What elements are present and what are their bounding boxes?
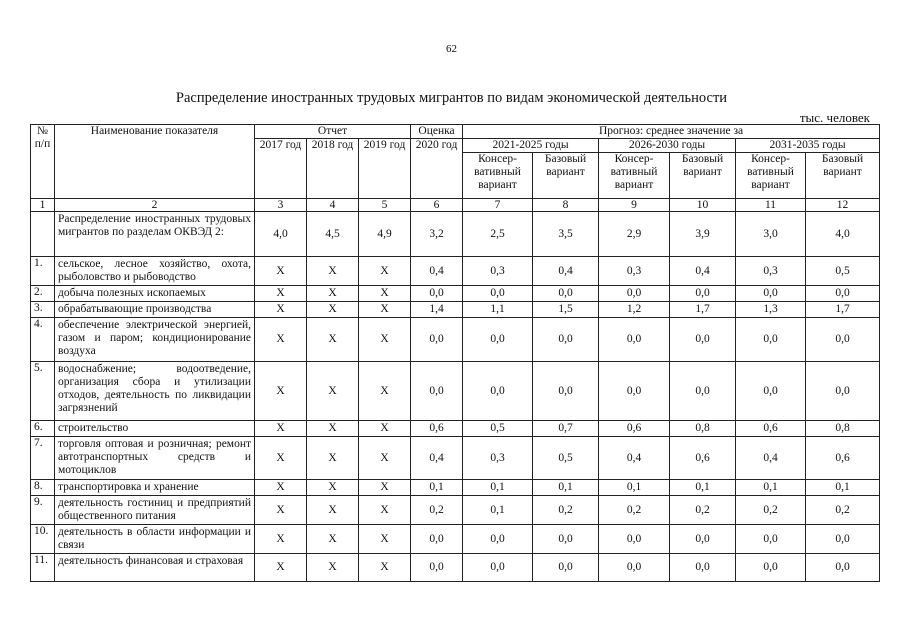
column-number: 12	[806, 199, 880, 212]
value-cell: 0,6	[806, 437, 880, 480]
row-number: 11.	[31, 554, 55, 582]
value-cell: 0,0	[463, 286, 533, 302]
value-cell: 1,7	[806, 302, 880, 318]
row-number: 9.	[31, 496, 55, 525]
header-base: Базовый вариант	[533, 153, 599, 199]
row-number: 8.	[31, 480, 55, 496]
value-cell: X	[307, 480, 359, 496]
value-cell: 1,1	[463, 302, 533, 318]
value-cell: 0,0	[411, 362, 463, 421]
column-number: 2	[55, 199, 255, 212]
column-number: 9	[599, 199, 670, 212]
value-cell: 0,0	[806, 525, 880, 554]
value-cell: 0,1	[533, 480, 599, 496]
table-row	[31, 212, 880, 257]
value-cell: X	[255, 554, 307, 582]
value-cell: 2,5	[463, 212, 533, 257]
column-number-row	[31, 199, 880, 212]
value-cell: 1,4	[411, 302, 463, 318]
indicator-name: строительство	[55, 421, 255, 437]
header-estimate: Оценка	[411, 125, 463, 139]
row-number	[31, 212, 55, 257]
value-cell: 0,0	[463, 525, 533, 554]
value-cell: X	[359, 286, 411, 302]
value-cell: 0,7	[533, 421, 599, 437]
value-cell: 0,0	[670, 554, 736, 582]
table-row	[31, 257, 880, 286]
value-cell: 0,0	[736, 554, 806, 582]
indicator-name: деятельность гостиниц и предприятий общественного питания	[55, 496, 255, 525]
value-cell: X	[307, 257, 359, 286]
value-cell: 0,1	[670, 480, 736, 496]
indicator-name: добыча полезных ископаемых	[55, 286, 255, 302]
row-number: 4.	[31, 318, 55, 362]
value-cell: 0,0	[599, 525, 670, 554]
indicator-name: сельское, лесное хозяйство, охота, рыболовство и рыбоводство	[55, 257, 255, 286]
value-cell: 0,2	[806, 496, 880, 525]
value-cell: 0,3	[463, 437, 533, 480]
value-cell: X	[359, 421, 411, 437]
header-conservative: Консер-вативный вариант	[736, 153, 806, 199]
value-cell: 3,9	[670, 212, 736, 257]
data-table	[30, 124, 880, 582]
value-cell: X	[359, 554, 411, 582]
value-cell: X	[307, 318, 359, 362]
column-number: 6	[411, 199, 463, 212]
value-cell: 0,1	[599, 480, 670, 496]
table-row	[31, 318, 880, 362]
value-cell: 0,0	[533, 318, 599, 362]
value-cell: 3,0	[736, 212, 806, 257]
value-cell: 0,0	[599, 286, 670, 302]
value-cell: 0,0	[736, 525, 806, 554]
value-cell: X	[359, 362, 411, 421]
value-cell: 0,2	[736, 496, 806, 525]
unit-label: тыс. человек	[799, 110, 870, 125]
column-number: 7	[463, 199, 533, 212]
table-row	[31, 496, 880, 525]
value-cell: 1,3	[736, 302, 806, 318]
row-number: 10.	[31, 525, 55, 554]
value-cell: 0,5	[533, 437, 599, 480]
value-cell: 4,9	[359, 212, 411, 257]
value-cell: X	[255, 286, 307, 302]
value-cell: X	[255, 525, 307, 554]
value-cell: 1,5	[533, 302, 599, 318]
value-cell: 3,5	[533, 212, 599, 257]
indicator-name: обеспечение электрической энергией, газом и паром; кондиционирование воздуха	[55, 318, 255, 362]
value-cell: 4,0	[806, 212, 880, 257]
column-number: 11	[736, 199, 806, 212]
value-cell: 0,6	[670, 437, 736, 480]
value-cell: 0,4	[411, 257, 463, 286]
header-report: Отчет	[255, 125, 411, 139]
value-cell: 0,5	[463, 421, 533, 437]
value-cell: 3,2	[411, 212, 463, 257]
value-cell: X	[359, 257, 411, 286]
indicator-name: водоснабжение; водоотведение, организация сбора и утилизации отходов, деятельность по ликвидации загрязнений	[55, 362, 255, 421]
header-period-2031-2035: 2031-2035 годы	[736, 139, 880, 153]
value-cell: 0,0	[670, 525, 736, 554]
value-cell: 0,1	[806, 480, 880, 496]
value-cell: 0,0	[806, 286, 880, 302]
header-base: Базовый вариант	[670, 153, 736, 199]
header-2018: 2018 год	[307, 139, 359, 199]
indicator-name: деятельность финансовая и страховая	[55, 554, 255, 582]
header-2017: 2017 год	[255, 139, 307, 199]
header-period-2026-2030: 2026-2030 годы	[599, 139, 736, 153]
value-cell: 0,6	[599, 421, 670, 437]
header-2019: 2019 год	[359, 139, 411, 199]
value-cell: 0,0	[411, 554, 463, 582]
value-cell: 0,6	[411, 421, 463, 437]
value-cell: 0,0	[736, 318, 806, 362]
value-cell: X	[359, 480, 411, 496]
value-cell: 1,7	[670, 302, 736, 318]
row-number: 6.	[31, 421, 55, 437]
value-cell: X	[307, 437, 359, 480]
value-cell: 0,2	[533, 496, 599, 525]
value-cell: X	[255, 362, 307, 421]
value-cell: X	[307, 286, 359, 302]
column-number: 10	[670, 199, 736, 212]
value-cell: 4,5	[307, 212, 359, 257]
value-cell: 0,3	[736, 257, 806, 286]
table-row	[31, 286, 880, 302]
indicator-name: торговля оптовая и розничная; ремонт автотранспортных средств и мотоциклов	[55, 437, 255, 480]
value-cell: 0,0	[599, 362, 670, 421]
value-cell: 0,2	[670, 496, 736, 525]
value-cell: 2,9	[599, 212, 670, 257]
indicator-name: обрабатывающие производства	[55, 302, 255, 318]
value-cell: 0,4	[670, 257, 736, 286]
value-cell: 0,0	[463, 362, 533, 421]
value-cell: X	[255, 437, 307, 480]
table-row	[31, 554, 880, 582]
value-cell: 0,0	[670, 362, 736, 421]
value-cell: 0,0	[670, 286, 736, 302]
table-row	[31, 302, 880, 318]
value-cell: X	[255, 480, 307, 496]
value-cell: 0,8	[806, 421, 880, 437]
value-cell: 0,4	[736, 437, 806, 480]
value-cell: X	[255, 302, 307, 318]
value-cell: X	[359, 525, 411, 554]
value-cell: X	[307, 525, 359, 554]
value-cell: 0,2	[599, 496, 670, 525]
table-row	[31, 362, 880, 421]
value-cell: X	[307, 496, 359, 525]
value-cell: 4,0	[255, 212, 307, 257]
column-number: 1	[31, 199, 55, 212]
indicator-name: Распределение иностранных трудовых мигрантов по разделам ОКВЭД 2:	[55, 212, 255, 257]
value-cell: 0,0	[736, 362, 806, 421]
value-cell: X	[307, 302, 359, 318]
value-cell: 0,0	[463, 318, 533, 362]
value-cell: 0,1	[411, 480, 463, 496]
column-number: 3	[255, 199, 307, 212]
header-col-name: Наименование показателя	[55, 125, 255, 199]
value-cell: 0,4	[411, 437, 463, 480]
header-2020: 2020 год	[411, 139, 463, 199]
value-cell: 0,0	[670, 318, 736, 362]
page-title: Распределение иностранных трудовых мигрантов по видам экономической деятельности	[175, 90, 728, 106]
value-cell: 0,1	[463, 480, 533, 496]
value-cell: 0,3	[463, 257, 533, 286]
value-cell: 0,8	[670, 421, 736, 437]
value-cell: 0,0	[411, 525, 463, 554]
table-row	[31, 480, 880, 496]
table-row	[31, 421, 880, 437]
value-cell: 0,6	[736, 421, 806, 437]
value-cell: 0,0	[533, 525, 599, 554]
value-cell: 0,0	[806, 362, 880, 421]
column-number: 4	[307, 199, 359, 212]
value-cell: 0,1	[463, 496, 533, 525]
page-number: 62	[446, 43, 457, 55]
value-cell: 0,0	[533, 362, 599, 421]
row-number: 7.	[31, 437, 55, 480]
table-row	[31, 525, 880, 554]
value-cell: 0,0	[599, 318, 670, 362]
header-conservative: Консер-вативный вариант	[463, 153, 533, 199]
value-cell: 0,0	[806, 318, 880, 362]
value-cell: 0,0	[736, 286, 806, 302]
value-cell: X	[255, 257, 307, 286]
header-base: Базовый вариант	[806, 153, 880, 199]
value-cell: X	[255, 318, 307, 362]
value-cell: 0,0	[533, 554, 599, 582]
value-cell: 0,0	[463, 554, 533, 582]
value-cell: 0,0	[599, 554, 670, 582]
value-cell: 0,0	[411, 286, 463, 302]
value-cell: X	[307, 554, 359, 582]
row-number: 1.	[31, 257, 55, 286]
value-cell: X	[255, 496, 307, 525]
header-forecast: Прогноз: среднее значение за	[463, 125, 880, 139]
value-cell: 0,3	[599, 257, 670, 286]
value-cell: X	[359, 302, 411, 318]
value-cell: 0,2	[411, 496, 463, 525]
value-cell: X	[359, 437, 411, 480]
value-cell: 0,4	[599, 437, 670, 480]
value-cell: X	[307, 362, 359, 421]
header-period-2021-2025: 2021-2025 годы	[463, 139, 599, 153]
table-row	[31, 437, 880, 480]
column-number: 8	[533, 199, 599, 212]
value-cell: X	[359, 318, 411, 362]
value-cell: 0,5	[806, 257, 880, 286]
value-cell: 0,0	[806, 554, 880, 582]
header-conservative: Консер-вативный вариант	[599, 153, 670, 199]
indicator-name: транспортировка и хранение	[55, 480, 255, 496]
value-cell: 1,2	[599, 302, 670, 318]
row-number: 2.	[31, 286, 55, 302]
indicator-name: деятельность в области информации и связи	[55, 525, 255, 554]
row-number: 5.	[31, 362, 55, 421]
value-cell: 0,0	[533, 286, 599, 302]
value-cell: X	[307, 421, 359, 437]
value-cell: X	[359, 496, 411, 525]
header-col-num: № п/п	[31, 125, 55, 199]
value-cell: 0,0	[411, 318, 463, 362]
column-number: 5	[359, 199, 411, 212]
value-cell: 0,4	[533, 257, 599, 286]
value-cell: 0,1	[736, 480, 806, 496]
value-cell: X	[255, 421, 307, 437]
row-number: 3.	[31, 302, 55, 318]
